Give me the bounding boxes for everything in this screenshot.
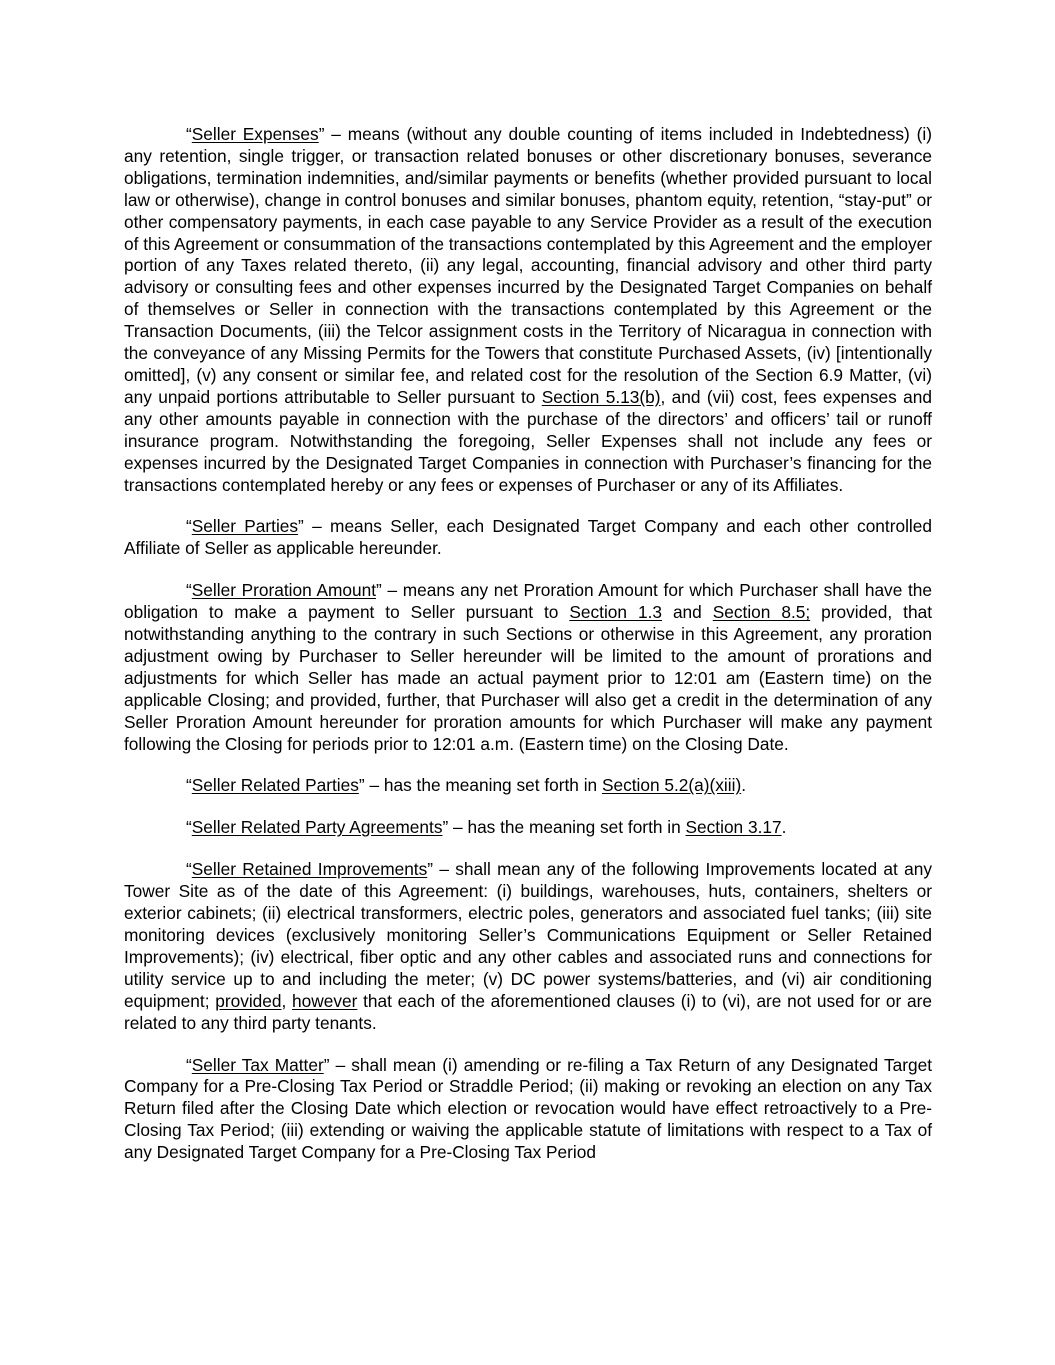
definition-text: provided, that notwithstanding anything to the contrary in such Sections or otherwise in this Agreement, any proration adjustment owing by Purchaser to Seller hereunder will be limited to the amount of prorations and adjustments for which Seller has made an actual payment prior to 12:01 am (Eastern time) on the applicable Closing; and provided, further, that Purchaser will also get a credit in the determination of any Seller Proration Amount hereunder for proration amounts for which Purchaser will make any payment following the Closing for periods prior to 12:01 a.m. (Eastern time) on the Closing Date. [124, 602, 932, 754]
definition-text: . [781, 817, 787, 838]
definition-seller-related-party-agreements: “Seller Related Party Agreements” – has the meaning set forth in Section 3.17. [186, 817, 787, 838]
definition-text: , and (vii) cost, fees expenses and any other amounts payable in connection with the purchase of the directors’ and officers’ tail or runoff insurance program. Notwithstanding the foregoing, Seller Expenses shall not include any fees or expenses incurred by the Designated Target Companies in connection with Purchaser’s financing for the transactions contemplated hereby or any fees or expenses of Purchaser or any of its Affiliates. [124, 386, 932, 495]
definition-seller-parties: “Seller Parties” – means Seller, each Designated Target Company and each other controlled Affiliate of Seller as applicable hereunder. [124, 516, 932, 559]
defined-term: Seller Retained Improvements [191, 859, 428, 880]
definition-text: . [741, 775, 747, 796]
defined-term: Seller Related Parties [191, 775, 359, 796]
definition-seller-retained-improvements: “Seller Retained Improvements” – shall mean any of the following Improvements located at any Tower Site as of the date of this Agreement: (i) buildings, warehouses, huts, containers, shelters or exterior cabinets; (ii) electrical transformers, electric poles, generators and associated fuel tanks; (iii) site monitoring devices (exclusively monitoring Seller’s Communications Equipment or Seller Retained Improvements); (iv) electrical, fiber optic and any other cables and associated runs and connections for utility service up to and including the meter; (v) DC power systems/batteries, and (vi) air conditioning equipment; provided, however that each of the aforementioned clauses (i) to (vi), are not used for or are related to any third party tenants. [124, 859, 932, 1033]
defined-term: Seller Related Party Agreements [191, 817, 443, 838]
definition-text: – has the meaning set forth in [448, 817, 686, 838]
section-reference: Section 1.3 [569, 602, 662, 623]
definition-text: – shall mean any of the following Improvements located at any Tower Site as of the date of this Agreement: (i) buildings, warehouses, huts, containers, shelters or exterior cabinets; (ii) electrical transformers, electric poles, generators and associated fuel tanks; (iii) site monitoring devices (exclusively monitoring Seller’s Communications Equipment or Seller Retained Improvements); (iv) electrical, fiber optic and any other cables and associated runs and connections for utility service up to and including the meter; (v) DC power systems/batteries, and (vi) air conditioning equipment; [124, 859, 932, 1011]
emphasis-provided: provided [215, 990, 282, 1011]
section-reference: Section 5.13(b) [541, 386, 661, 407]
definition-seller-proration-amount: “Seller Proration Amount” – means any net Proration Amount for which Purchaser shall have the obligation to make a payment to Seller pursuant to Section 1.3 and Section 8.5; provided, that notwithstanding anything to the contrary in such Sections or otherwise in this Agreement, any proration adjustment owing by Purchaser to Seller hereunder will be limited to the amount of prorations and adjustments for which Seller has made an actual payment prior to 12:01 am (Eastern time) on the applicable Closing; and provided, further, that Purchaser will also get a credit in the determination of any Seller Proration Amount hereunder for proration amounts for which Purchaser will make any payment following the Closing for periods prior to 12:01 a.m. (Eastern time) on the Closing Date. [124, 580, 933, 754]
definition-text: that each of the aforementioned clauses (i) to (vi), are not used for or are related to any third party tenants. [124, 990, 932, 1033]
defined-term: Seller Tax Matter [191, 1054, 324, 1075]
emphasis-however: however [292, 990, 358, 1011]
definition-seller-related-parties: “Seller Related Parties” – has the meaning set forth in Section 5.2(a)(xiii). [186, 775, 747, 796]
definition-text: , [281, 990, 293, 1011]
definition-seller-tax-matter: “Seller Tax Matter” – shall mean (i) amending or re-filing a Tax Return of any Designated Target Company for a Pre-Closing Tax Period or Straddle Period; (ii) making or revoking an election on any Tax Return filed after the Closing Date which election or revocation would have effect retroactively to a Pre-Closing Tax Period; (iii) extending or waiving the applicable statute of limitations with respect to a Tax of any Designated Target Company for a Pre-Closing Tax Period [124, 1054, 932, 1163]
section-reference: Section 8.5; [712, 602, 811, 623]
defined-term: Seller Parties [191, 516, 299, 537]
definition-text: – means (without any double counting of items included in Indebtedness) (i) any retention, single trigger, or transaction related bonuses or other discretionary bonuses, severance obligations, termination indemnities, and/similar payments or benefits (whether provided pursuant to local law or otherwise), change in control bonuses and similar bonuses, phantom equity, retention, “stay-put” or other compensatory payments, in each case payable to any Service Provider as a result of the execution of this Agreement or consummation of the transactions contemplated by this Agreement and the employer portion of any Taxes related thereto, (ii) any legal, accounting, financial advisory and other third party advisory or consulting fees and other expenses incurred by the Designated Target Companies on behalf of themselves or Seller in connection with the transactions contemplated by this Agreement or the Transaction Documents, (iii) the Telcor assignment costs in the Territory of Nicaragua in connection with the conveyance of any Missing Permits for the Towers that constitute Purchased Assets, (iv) [intentionally omitted], (v) any consent or similar fee, and related cost for the resolution of the Section 6.9 Matter, (vi) any unpaid portions attributable to Seller pursuant to [124, 124, 932, 407]
section-reference: Section 5.2(a)(xiii) [601, 775, 742, 796]
definition-seller-expenses: “Seller Expenses” – means (without any double counting of items included in Indebtedness) (i) any retention, single trigger, or transaction related bonuses or other discretionary bonuses, severance obligations, termination indemnities, and/similar payments or benefits (whether provided pursuant to local law or otherwise), change in control bonuses and similar bonuses, phantom equity, retention, “stay-put” or other compensatory payments, in each case payable to any Service Provider as a result of the execution of this Agreement or consummation of the transactions contemplated by this Agreement and the employer portion of any Taxes related thereto, (ii) any legal, accounting, financial advisory and other third party advisory or consulting fees and other expenses incurred by the Designated Target Companies on behalf of themselves or Seller in connection with the transactions contemplated by this Agreement or the Transaction Documents, (iii) the Telcor assignment costs in the Territory of Nicaragua in connection with the conveyance of any Missing Permits for the Towers that constitute Purchased Assets, (iv) [intentionally omitted], (v) any consent or similar fee, and related cost for the resolution of the Section 6.9 Matter, (vi) any unpaid portions attributable to Seller pursuant to Section 5.13(b), and (vii) cost, fees expenses and any other amounts payable in connection with the purchase of the directors’ and officers’ tail or runoff insurance program. Notwithstanding the foregoing, Seller Expenses shall not include any fees or expenses incurred by the Designated Target Companies in connection with Purchaser’s financing for the transactions contemplated hereby or any fees or expenses of Purchaser or any of its Affiliates. [124, 124, 932, 495]
definition-text: and [662, 602, 713, 623]
definition-text: – has the meaning set forth in [364, 775, 602, 796]
section-reference: Section 3.17 [685, 817, 782, 838]
defined-term: Seller Expenses [191, 124, 319, 144]
defined-term: Seller Proration Amount [191, 580, 377, 601]
definition-text: – shall mean (i) amending or re-filing a Tax Return of any Designated Target Company for a Pre-Closing Tax Period or Straddle Period; (ii) making or revoking an election on any Tax Return filed after the Closing Date which election or revocation would have effect retroactively to a Pre-Closing Tax Period; (iii) extending or waiving the applicable statute of limitations with respect to a Tax of any Designated Target Company for a Pre-Closing Tax Period [124, 1054, 932, 1163]
document-page [124, 124, 932, 1184]
definition-text: – means Seller, each Designated Target Company and each other controlled Affiliate of Seller as applicable hereunder. [124, 516, 932, 559]
definition-text: – means any net Proration Amount for which Purchaser shall have the obligation to make a payment to Seller pursuant to [124, 580, 933, 623]
